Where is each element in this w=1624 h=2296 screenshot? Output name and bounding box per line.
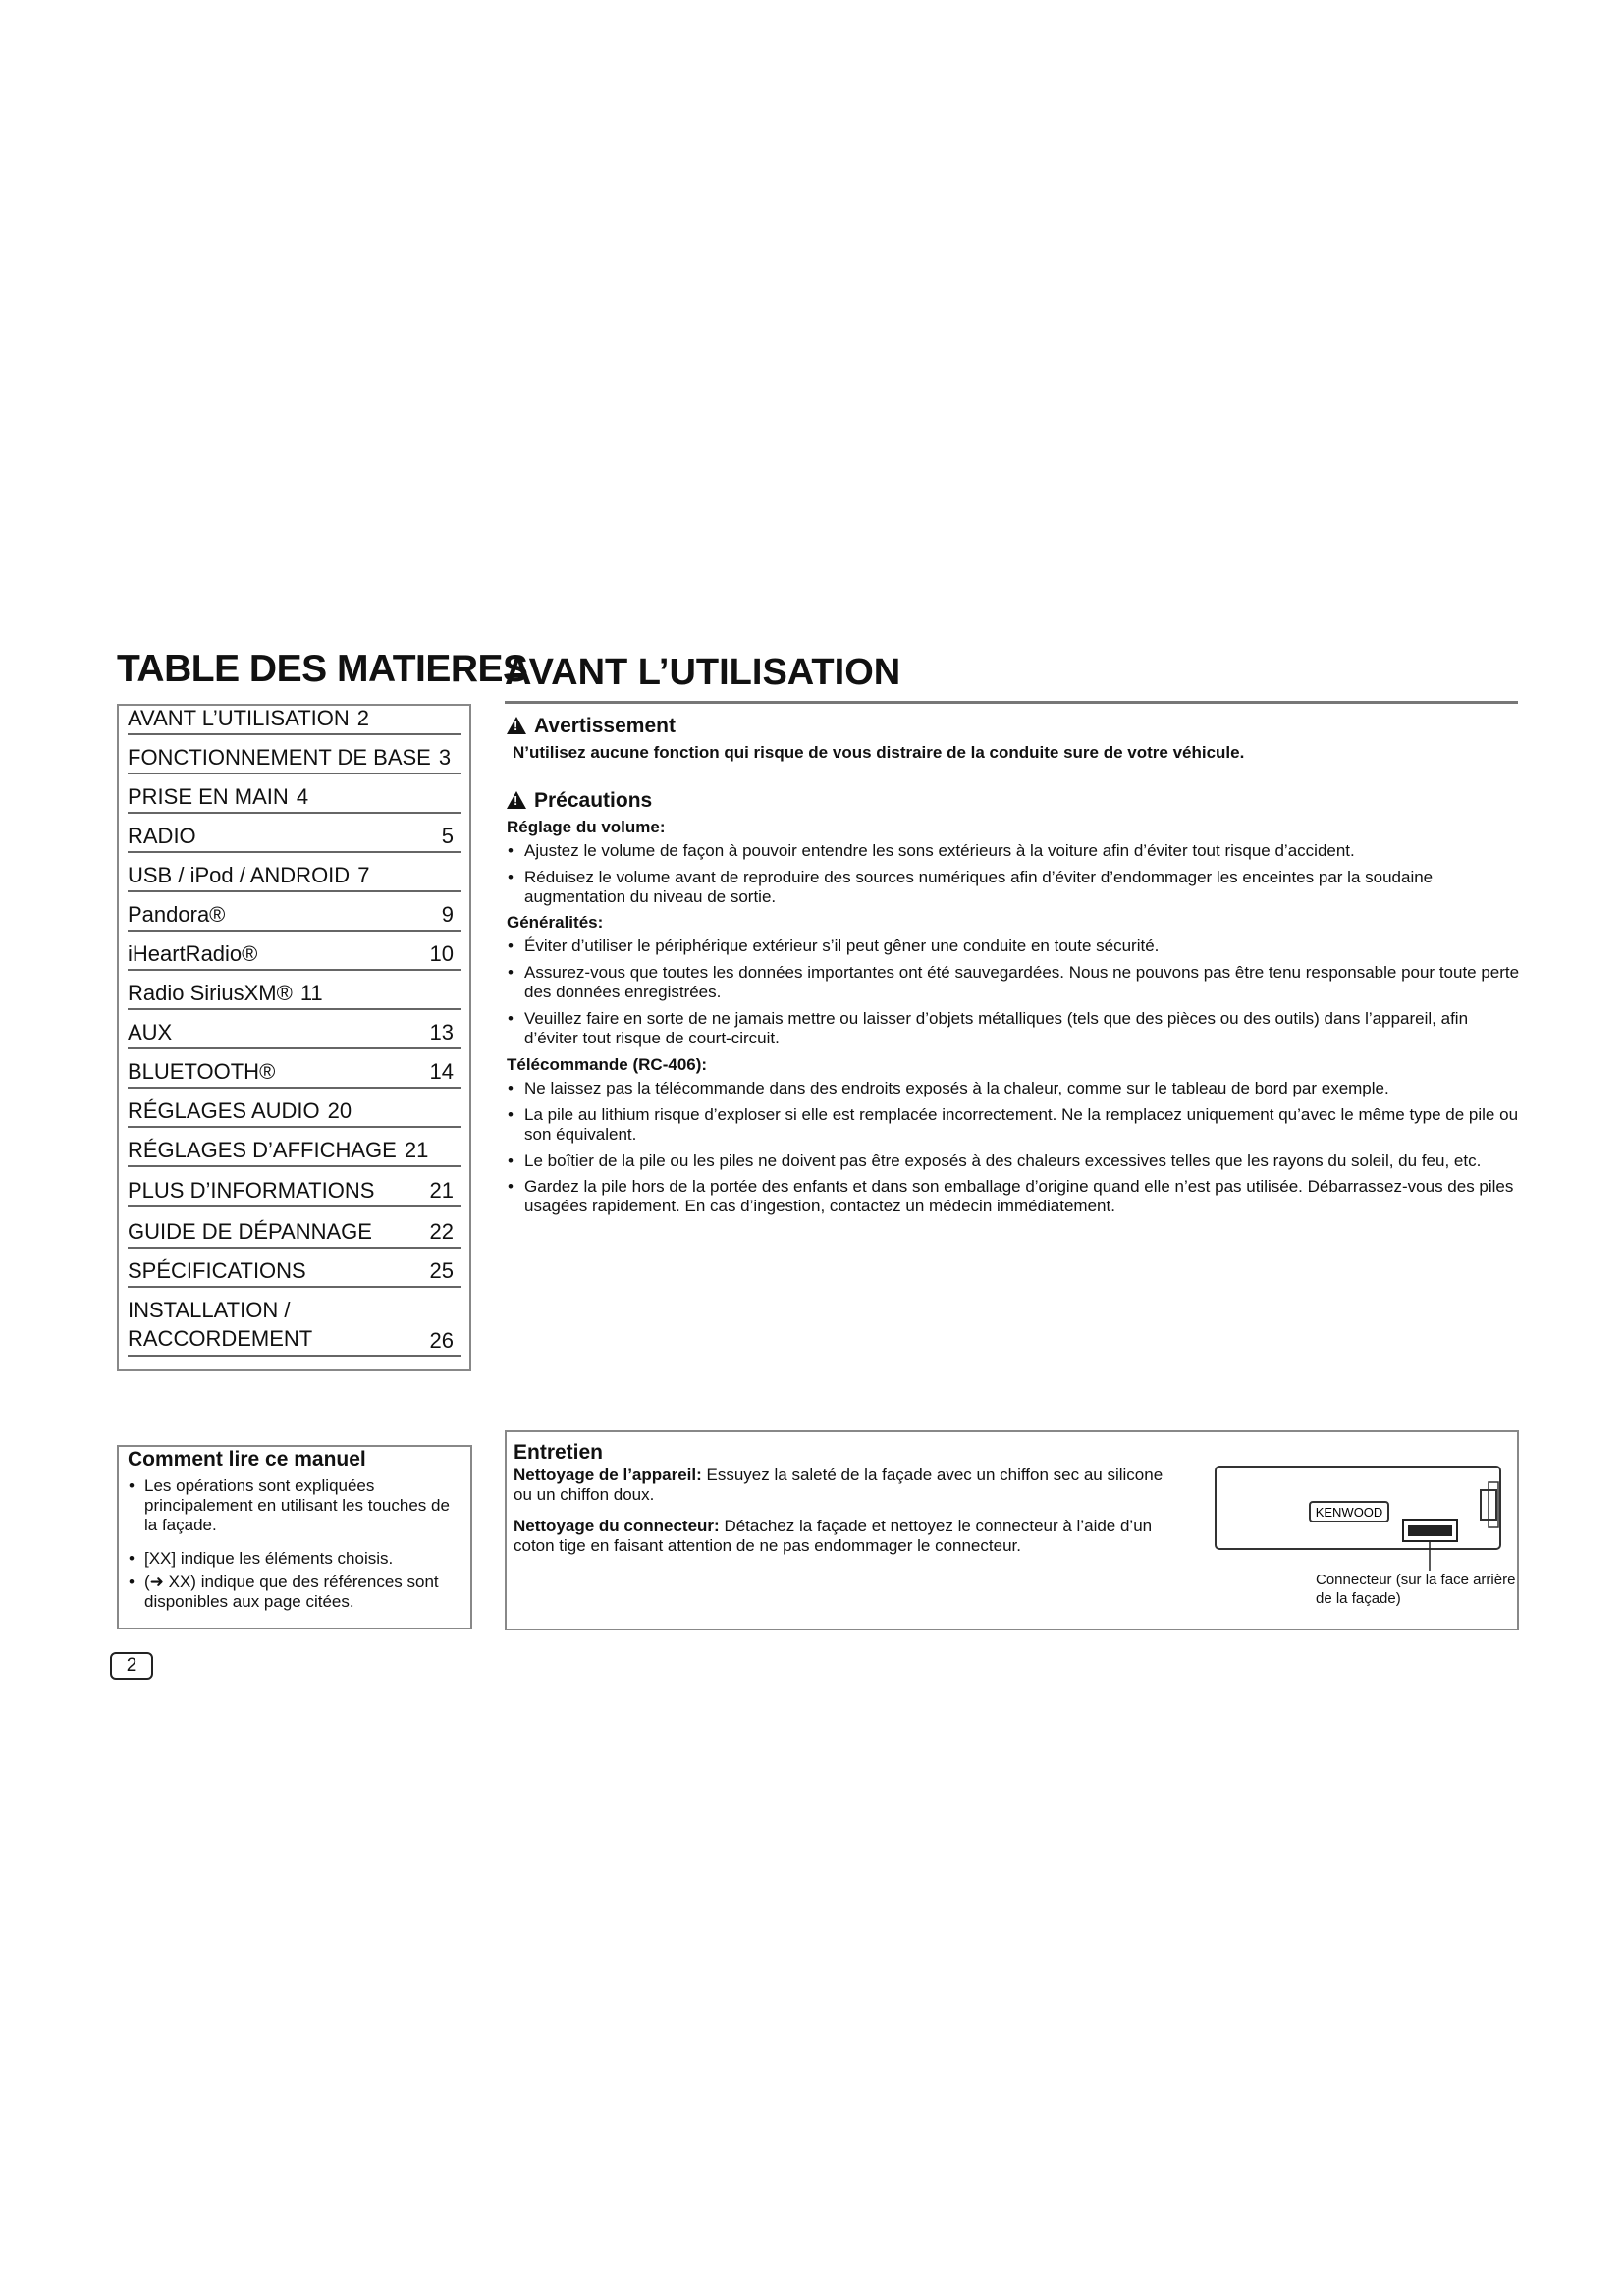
toc-entry[interactable]: FONCTIONNEMENT DE BASE 3 <box>128 743 461 774</box>
toc-entry[interactable]: AVANT L’UTILISATION 2 <box>128 704 461 735</box>
connector-pins <box>1408 1525 1452 1536</box>
list-item: • La pile au lithium risque d’exploser si elle est remplacée incorrectement. Ne la remplacez uniquement qu’avec le même type de pile ou son équivalent. <box>505 1105 1520 1145</box>
title-divider <box>505 701 1518 704</box>
list-item: • Ne laissez pas la télécommande dans des endroits exposés à la chaleur, comme sur le tableau de bord par exemple. <box>505 1079 1520 1098</box>
list-item: • Réduisez le volume avant de reproduire des sources numériques afin d’éviter d’endommager les enceintes par la soudaine augmentation du niveau de sortie. <box>505 868 1520 907</box>
page-title: AVANT L’UTILISATION <box>505 652 901 693</box>
toc-entry[interactable]: iHeartRadio® 10 <box>128 939 461 971</box>
warning-text: N’utilisez aucune fonction qui risque de vous distraire de la conduite sure de votre véhicule. <box>513 743 1245 762</box>
connector-caption: Connecteur (sur la face arrière de la façade) <box>1316 1572 1516 1607</box>
toc-entry[interactable]: GUIDE DE DÉPANNAGE 22 <box>128 1217 461 1249</box>
volume-subheading: Réglage du volume: <box>507 818 666 836</box>
list-item: • Veuillez faire en sorte de ne jamais mettre ou laisser d’objets métalliques (tels que des pièces ou des outils) dans l’appareil, afin d’éviter tout risque de court-circuit. <box>505 1009 1520 1048</box>
page-number: 2 <box>110 1652 153 1680</box>
list-item: • (➜ XX) indique que des références sont disponibles aux page citées. <box>125 1573 459 1612</box>
list-item: • Le boîtier de la pile ou les piles ne doivent pas être exposés à des chaleurs excessives telles que les rayons du soleil, du feu, etc. <box>505 1151 1520 1171</box>
list-item: • Ajustez le volume de façon à pouvoir entendre les sons extérieurs à la voiture afin d’éviter tout risque d’accident. <box>505 841 1520 861</box>
toc-entry[interactable]: Pandora® 9 <box>128 900 461 932</box>
list-item: • Éviter d’utiliser le périphérique extérieur s’il peut gêner une conduite en toute sécurité. <box>505 936 1520 956</box>
connector-cleaning-text: Nettoyage du connecteur: Détachez la façade et nettoyez le connecteur à l’aide d’un coton tige en faisant attention de ne pas endommager le connecteur. <box>514 1517 1153 1555</box>
toc-entry[interactable]: PRISE EN MAIN 4 <box>128 782 461 814</box>
brand-logo: KENWOOD <box>1315 1505 1383 1520</box>
toc-title: TABLE DES MATIERES <box>117 648 528 690</box>
toc-entry[interactable]: SPÉCIFICATIONS 25 <box>128 1256 461 1288</box>
warning-heading: !Avertissement <box>507 715 676 738</box>
list-item: • [XX] indique les éléments choisis. <box>125 1549 459 1569</box>
warning-icon <box>507 791 526 809</box>
faceplate-illustration <box>1212 1463 1516 1580</box>
general-subheading: Généralités: <box>507 913 604 932</box>
list-item: • Gardez la pile hors de la portée des enfants et dans son emballage d’origine quand elle n’est pas utilisée. Débarrassez-vous des piles usagées rapidement. En cas d’ingestion, contactez un médecin immédiatement. <box>505 1177 1520 1216</box>
precautions-heading: !Précautions <box>507 789 652 813</box>
how-to-heading: Comment lire ce manuel <box>128 1448 366 1470</box>
toc-entry[interactable]: INSTALLATION / RACCORDEMENT 26 <box>128 1296 461 1357</box>
toc-entry[interactable]: RADIO 5 <box>128 822 461 853</box>
toc-entry[interactable]: RÉGLAGES D’AFFICHAGE 21 <box>128 1136 461 1167</box>
warning-icon <box>507 717 526 734</box>
maintenance-heading: Entretien <box>514 1441 604 1464</box>
device-cleaning-text: Nettoyage de l’appareil: Essuyez la saleté de la façade avec un chiffon sec au silicone ou un chiffon doux. <box>514 1466 1164 1504</box>
toc-entry[interactable]: RÉGLAGES AUDIO 20 <box>128 1096 461 1128</box>
toc-entry[interactable]: BLUETOOTH® 14 <box>128 1057 461 1089</box>
toc-entry[interactable]: PLUS D’INFORMATIONS 21 <box>128 1176 461 1207</box>
list-item: • Les opérations sont expliquées principalement en utilisant les touches de la façade. <box>125 1476 459 1535</box>
toc-entry[interactable]: USB / iPod / ANDROID 7 <box>128 861 461 892</box>
toc-entry[interactable]: AUX 13 <box>128 1018 461 1049</box>
remote-subheading: Télécommande (RC-406): <box>507 1055 708 1074</box>
toc-entry[interactable]: Radio SiriusXM® 11 <box>128 979 461 1010</box>
list-item: • Assurez-vous que toutes les données importantes ont été sauvegardées. Nous ne pouvons pas être tenu responsable pour toute perte des données enregistrées. <box>505 963 1520 1002</box>
